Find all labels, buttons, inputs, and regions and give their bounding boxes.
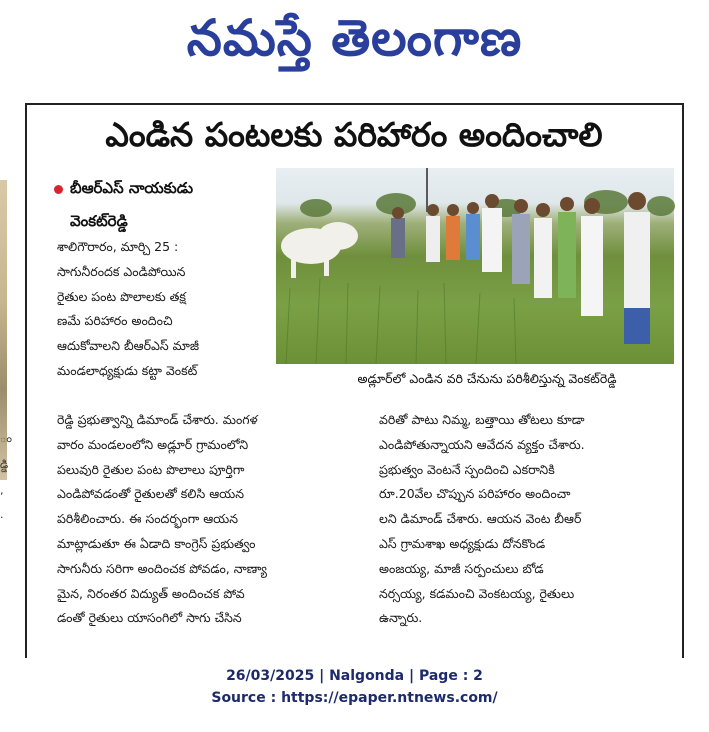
- body-line: ఉన్నారు.: [379, 610, 423, 626]
- body-line: మాట్లాడుతూ ఈ ఏడాది కాంగ్రెస్ ప్రభుత్వం: [57, 535, 256, 551]
- body-line: ప్రభుత్వం వెంటనే స్పందించి ఎకరానికి: [379, 461, 555, 477]
- body-line: లని డిమాండ్ చేశారు. ఆయన వెంట బీఆర్: [379, 511, 582, 527]
- body-line: సాగునీరందక ఎండిపోయిన: [57, 263, 186, 279]
- body-line: పరిశీలించారు. ఈ సందర్భంగా ఆయన: [57, 511, 239, 527]
- article-headline: ఎండిన పంటలకు పరిహారం అందించాలి: [105, 115, 603, 154]
- body-line: నర్సయ్య, కడమంచి వెంకటయ్య, రైతులు: [379, 585, 575, 601]
- body-line: ఆదుకోవాలని బీఆర్ఎస్ మాజీ: [57, 338, 200, 354]
- body-line: డంతో రైతులు యాసంగిలో సాగు చేసిన: [57, 610, 242, 626]
- photo-caption: అడ్లూర్‌లో ఎండిన వరి చేనును పరిశీలిస్తున్న వెంకట్‌రెడ్డి: [357, 371, 617, 386]
- body-line: మండలాధ్యక్షుడు కట్టా వెంకట్: [57, 362, 198, 378]
- body-line: వరితో పాటు నిమ్మ, బత్తాయి తోటలు కూడా: [379, 412, 585, 427]
- people-group: [391, 192, 650, 344]
- body-line: వారం మండలంలోని అడ్లూర్ గ్రామంలోని: [57, 436, 249, 452]
- body-line: ఎండిపోవడంతో రైతులతో కలిసి ఆయన: [57, 486, 245, 502]
- field-photo-illustration: [276, 168, 674, 364]
- kicker-line-1: బీఆర్ఎస్ నాయకుడు: [70, 179, 194, 197]
- edge-glyph: ం: [0, 432, 12, 445]
- body-line: మైన, నిరంతర విద్యుత్ అందించక పోవ: [57, 585, 245, 601]
- adjacent-article-edge: [0, 96, 12, 656]
- article-left-rule: [25, 103, 27, 658]
- kicker-bullet-icon: [54, 185, 63, 194]
- edge-glyph: ,: [0, 484, 4, 497]
- kicker-line-2: వెంకట్‌రెడ్డి: [70, 212, 128, 230]
- masthead-logo: నమస్తే తెలంగాణ: [186, 9, 523, 67]
- article-right-rule: [682, 103, 684, 658]
- body-line: ణమే పరిహారం అందించి: [57, 313, 173, 329]
- article-top-rule: [26, 103, 683, 105]
- edge-glyph: .: [0, 508, 4, 521]
- body-line: రూ.20వేల చొప్పున పరిహారం అందించా: [379, 486, 571, 502]
- edge-glyph: డ్డి: [0, 458, 9, 471]
- body-line: అంజయ్య, మాజీ సర్పంచులు బోడ: [379, 560, 544, 576]
- body-column-c: [379, 408, 675, 631]
- footer-date-edition: 26/03/2025 | Nalgonda | Page : 2: [226, 668, 483, 684]
- body-line: సాగునీరు సరిగా అందించక పోవడం, నాణ్యా: [57, 560, 268, 576]
- body-column-b: [57, 408, 367, 631]
- body-line: రైతుల పంట పొలాలకు తక్ష: [57, 288, 186, 304]
- body-column-a: [57, 235, 267, 384]
- body-line: పలువురి రైతుల పంట పొలాలు పూర్తిగా: [57, 461, 245, 477]
- body-line: శాలిగౌరారం, మార్చి 25 :: [57, 239, 179, 254]
- article-photo: [276, 168, 674, 364]
- footer-source: Source : https://epaper.ntnews.com/: [211, 690, 498, 706]
- body-line: రెడ్డి ప్రభుత్వాన్ని డిమాండ్ చేశారు. మంగళ: [57, 412, 258, 427]
- body-line: ఎండిపోతున్నాయని ఆవేదన వ్యక్తం చేశారు.: [379, 436, 585, 452]
- body-line: ఎస్ గ్రామశాఖ అధ్యక్షుడు దోనకొండ: [379, 535, 546, 551]
